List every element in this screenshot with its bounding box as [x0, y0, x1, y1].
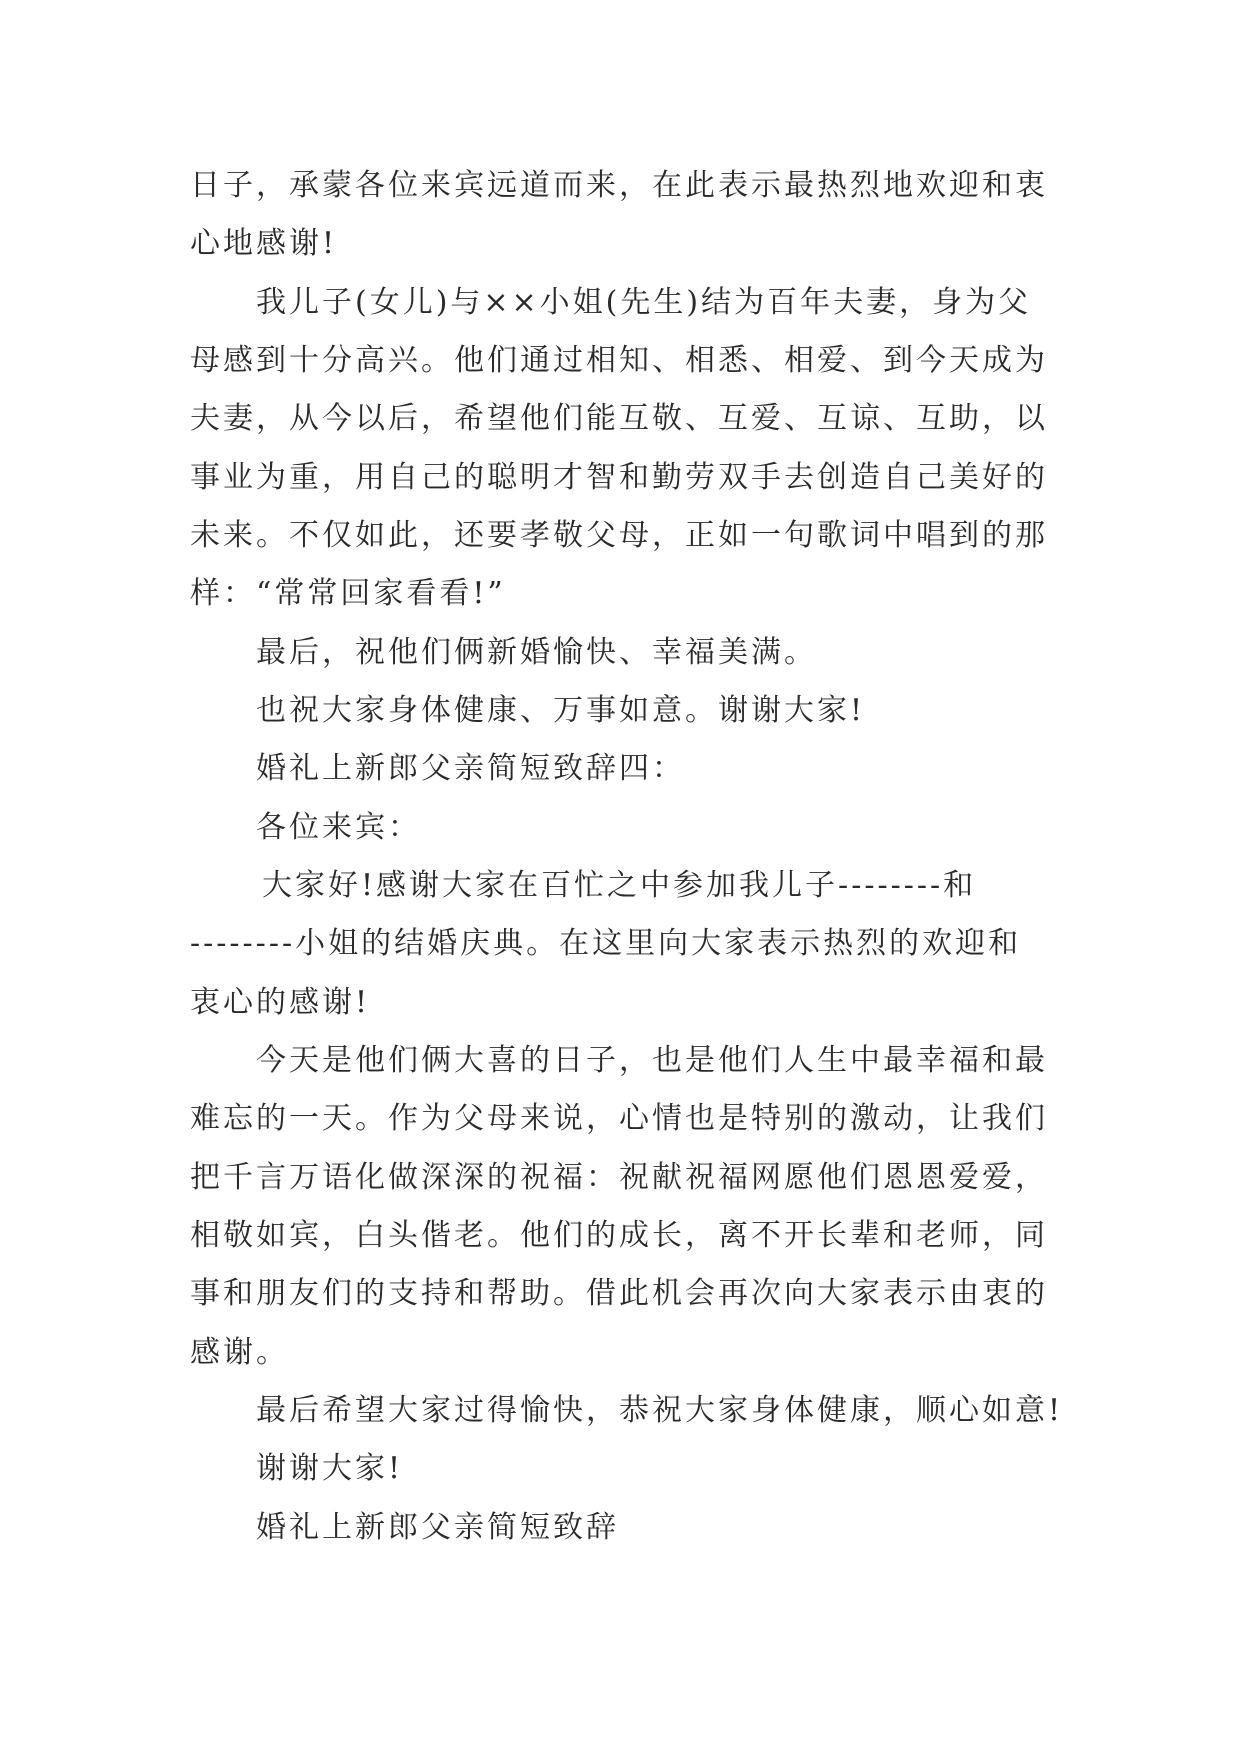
text-line: --------小姐的结婚庆典。在这里向大家表示热烈的欢迎和	[190, 926, 1022, 961]
section-heading: 婚礼上新郎父亲简短致辞四：	[256, 751, 685, 786]
paragraph-start: 今天是他们俩大喜的日子，也是他们人生中最幸福和最	[256, 1043, 1048, 1078]
text-line: 把千言万语化做深深的祝福：祝献祝福网愿他们恩恩爱爱，	[190, 1160, 1048, 1195]
text-line: 未来。不仅如此，还要孝敬父母，正如一句歌词中唱到的那	[190, 518, 1048, 553]
paragraph-start: 最后希望大家过得愉快，恭祝大家身体健康，顺心如意!	[256, 1393, 1064, 1428]
salutation: 各位来宾：	[256, 810, 421, 845]
text-line: 心地感谢!	[190, 226, 338, 261]
text-line: 事和朋友们的支持和帮助。借此机会再次向大家表示由衷的	[190, 1276, 1048, 1311]
text-line: 母感到十分高兴。他们通过相知、相悉、相爱、到今天成为	[190, 343, 1048, 378]
text-line: 日子，承蒙各位来宾远道而来，在此表示最热烈地欢迎和衷	[190, 168, 1048, 203]
text-line: 衷心的感谢!	[190, 985, 371, 1020]
text-line: 难忘的一天。作为父母来说，心情也是特别的激动，让我们	[190, 1101, 1048, 1136]
text-line: 相敬如宾，白头偕老。他们的成长，离不开长辈和老师，同	[190, 1218, 1048, 1253]
paragraph-start: 我儿子(女儿)与××小姐(先生)结为百年夫妻，身为父	[256, 285, 1032, 320]
text-line: 夫妻，从今以后，希望他们能互敬、互爱、互谅、互助，以	[190, 401, 1048, 436]
section-heading: 婚礼上新郎父亲简短致辞	[256, 1510, 619, 1545]
text-line: 样：“常常回家看看!”	[190, 576, 506, 611]
paragraph-start: 也祝大家身体健康、万事如意。谢谢大家!	[256, 693, 866, 728]
paragraph-start: 谢谢大家!	[256, 1451, 404, 1486]
text-line: 事业为重，用自己的聪明才智和勤劳双手去创造自己美好的	[190, 460, 1048, 495]
paragraph-start: 大家好!感谢大家在百忙之中参加我儿子--------和	[262, 868, 977, 903]
paragraph-start: 最后，祝他们俩新婚愉快、幸福美满。	[256, 635, 817, 670]
text-line: 感谢。	[190, 1335, 289, 1370]
